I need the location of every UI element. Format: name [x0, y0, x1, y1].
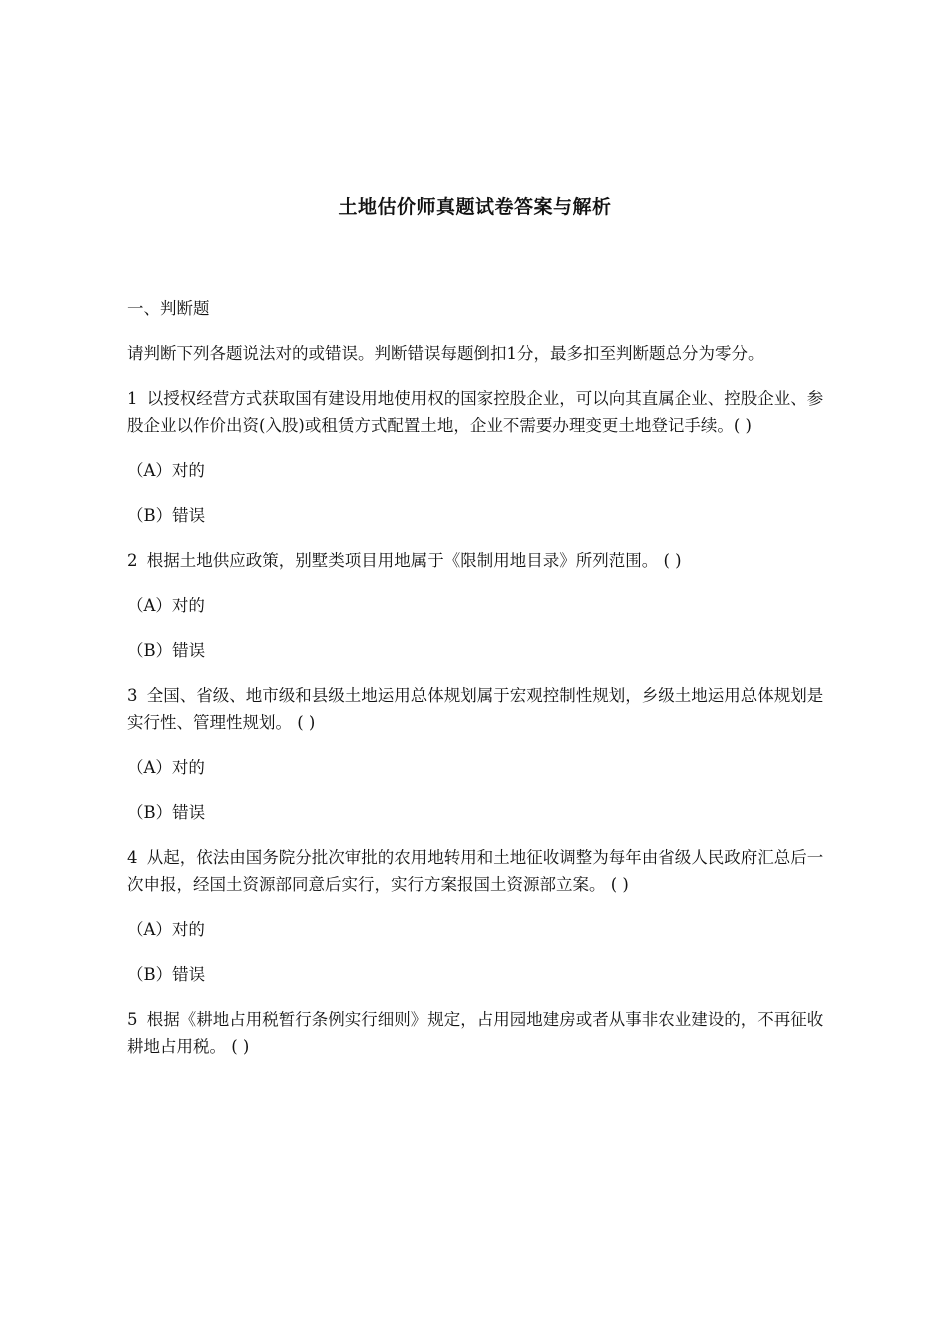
question-text: 根据土地供应政策，别墅类项目用地属于《限制用地目录》所列范围。 ( ) [146, 551, 682, 570]
document-body [127, 295, 832, 1078]
question-4 [127, 844, 832, 898]
question-number: 4 [127, 848, 138, 867]
question-5 [127, 1006, 832, 1060]
question-1 [127, 385, 832, 439]
question-number: 2 [127, 551, 138, 570]
question-text: 根据《耕地占用税暂行条例实行细则》规定，占用园地建房或者从事非农业建设的，不再征收耕地占用税。 ( ) [127, 1010, 824, 1056]
question-2-option-b: （B）错误 [127, 641, 206, 660]
instructions-text: 请判断下列各题说法对的或错误。判断错误每题倒扣1分，最多扣至判断题总分为零分。 [127, 344, 765, 363]
question-number: 1 [127, 389, 138, 408]
question-4-option-a: （A）对的 [127, 920, 205, 939]
question-text: 全国、省级、地市级和县级土地运用总体规划属于宏观控制性规划，乡级土地运用总体规划是实行性、管理性规划。 ( ) [127, 686, 824, 732]
question-4-option-b: （B）错误 [127, 965, 206, 984]
question-3-option-a: （A）对的 [127, 758, 205, 777]
question-3 [127, 682, 832, 736]
question-2-option-a: （A）对的 [127, 596, 205, 615]
question-1-option-a: （A）对的 [127, 461, 205, 480]
section-heading: 一、判断题 [127, 299, 210, 318]
document-title: 土地估价师真题试卷答案与解析 [338, 196, 612, 218]
question-number: 5 [127, 1010, 138, 1029]
question-text: 从起，依法由国务院分批次审批的农用地转用和土地征收调整为每年由省级人民政府汇总后一次申报，经国土资源部同意后实行，实行方案报国土资源部立案。 ( ) [127, 848, 824, 894]
question-number: 3 [127, 686, 138, 705]
question-3-option-b: （B）错误 [127, 803, 206, 822]
question-2 [127, 547, 832, 574]
question-text: 以授权经营方式获取国有建设用地使用权的国家控股企业，可以向其直属企业、控股企业、参股企业以作价出资(入股)或租赁方式配置土地，企业不需要办理变更土地登记手续。( ) [127, 389, 824, 435]
question-1-option-b: （B）错误 [127, 506, 206, 525]
